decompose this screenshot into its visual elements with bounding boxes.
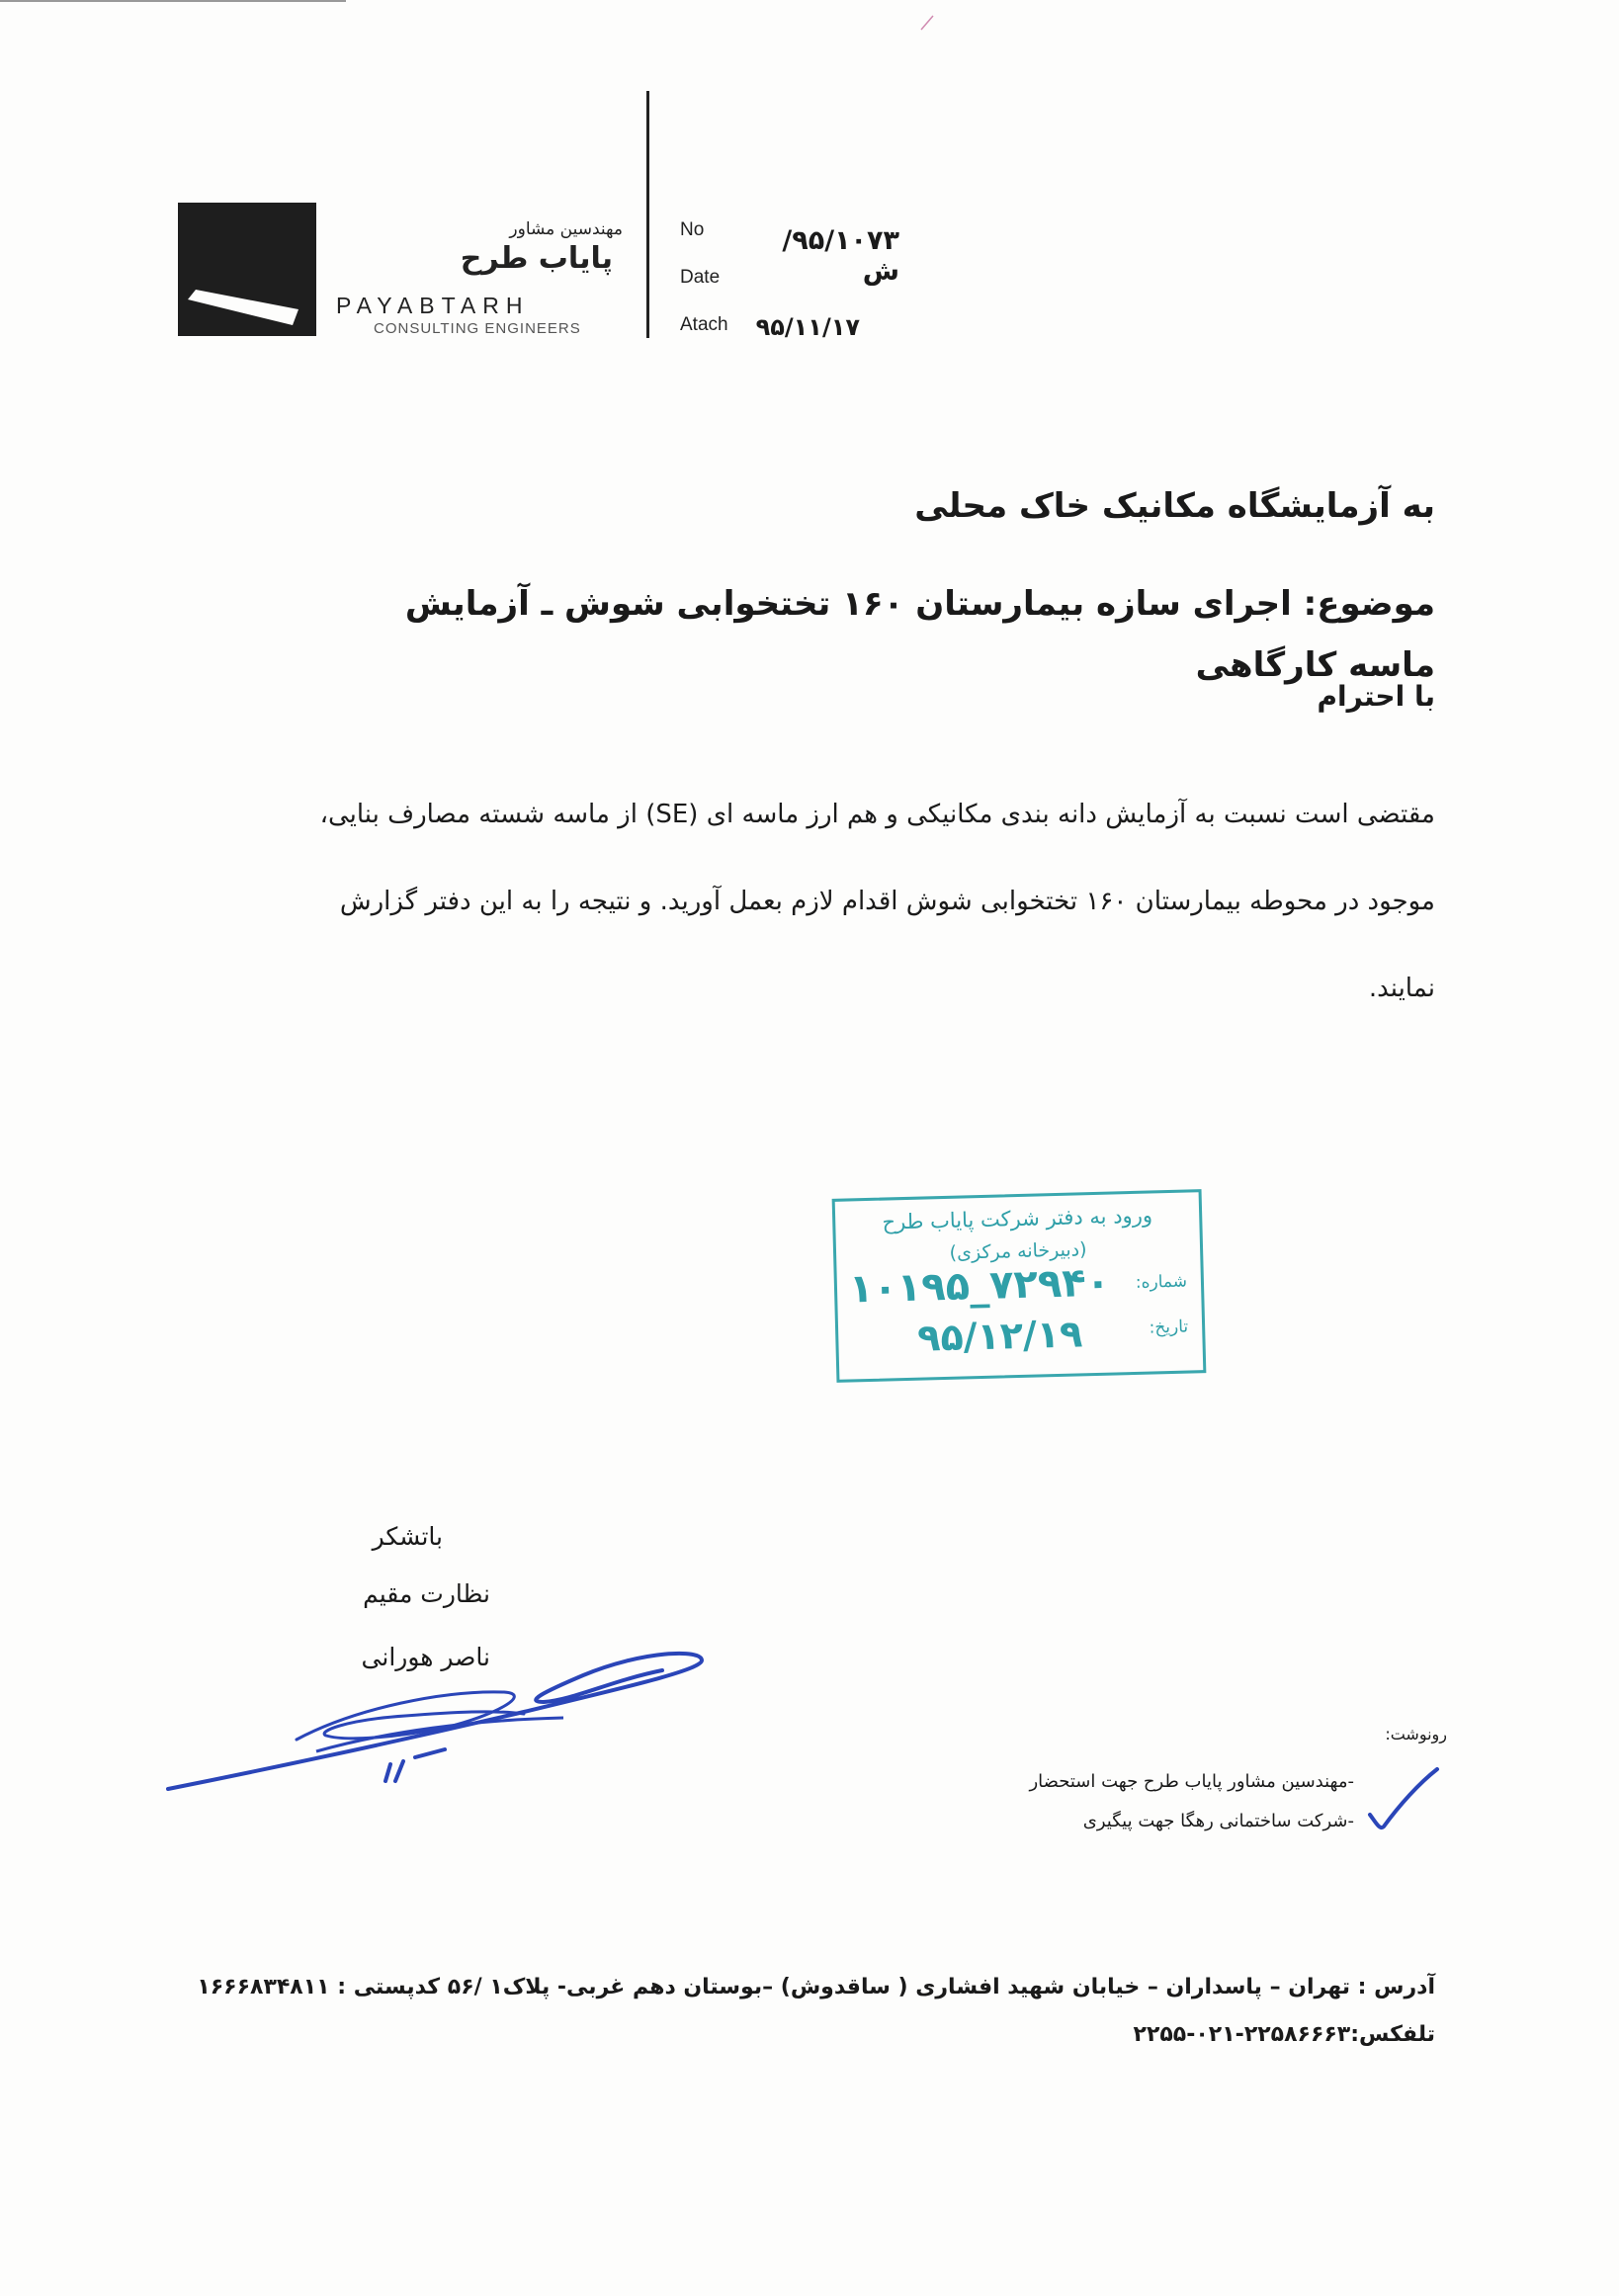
stamp-number-label: شماره: (1135, 1271, 1188, 1293)
logo-english-subtitle: CONSULTING ENGINEERS (374, 320, 581, 337)
recipient: به آزمایشگاه مکانیک خاک محلی (914, 486, 1435, 526)
scan-edge-line (0, 0, 346, 2)
logo-mark (178, 203, 316, 336)
stamp-subtitle: (دبیرخانه مرکزی) (949, 1238, 1087, 1264)
salutation: با احترام (1317, 680, 1435, 713)
cc-item: -شرکت ساختمانی رهگا جهت پیگیری (1082, 1811, 1354, 1831)
closing-thanks: باتشکر (372, 1522, 443, 1551)
letter-number: ۹۵/۱۰۷۳/ش (782, 225, 899, 287)
attachment-label: Atach (680, 314, 728, 335)
cc-item: -مهندسین مشاور پایاب طرح جهت استحضار (1029, 1771, 1354, 1792)
stamp-title: ورود به دفتر شرکت پایاب طرح (882, 1203, 1153, 1234)
logo-english-name: PAYABTARH (336, 293, 530, 318)
date-label: Date (680, 267, 721, 288)
logo-wedge-icon (178, 203, 316, 336)
footer-address: آدرس : تهران – پاسداران – خیابان شهید افشاری ( ساقدوش) –بوستان دهم غربی- پلاک۱ /۵۶ کدپستی : ۱۶۶۶۸۳۴۸۱۱ (197, 1975, 1435, 1999)
stamp-date-value: ۹۵/۱۲/۱۹ (916, 1312, 1083, 1360)
subject: موضوع: اجرای سازه بیمارستان ۱۶۰ تختخوابی شوش ـ آزمایش ماسه کارگاهی (404, 584, 1435, 685)
signer-name: ناصر هورانی (361, 1643, 490, 1671)
signer-role: نظارت مقیم (363, 1579, 490, 1608)
letter-body: مقتضی است نسبت به آزمایش دانه بندی مکانیکی و هم ارز ماسه ای (SE) از ماسه شسته مصارف بنایی، موجود در محوطه بیمارستان ۱۶۰ تختخوابی شوش اقدام لازم بعمل آورید. و نتیجه را به این دفتر گزارش نمایند. (319, 800, 1435, 1003)
header-divider (646, 91, 649, 338)
receipt-stamp (832, 1189, 1207, 1383)
logo-persian-subtitle: مهندسین مشاور (509, 219, 623, 239)
cc-label: رونوشت: (1385, 1725, 1447, 1743)
letter-date: ۹۵/۱۱/۱۷ (755, 313, 860, 341)
number-label: No (680, 219, 705, 240)
handwritten-signature (148, 1621, 731, 1799)
check-mark-icon (1364, 1765, 1443, 1834)
stamp-date-label: تاریخ: (1149, 1317, 1189, 1338)
logo-persian-name: پایاب طرح (460, 241, 613, 276)
stamp-number-value: ۱۰۱۹۵_۷۲۹۴۰ (848, 1259, 1111, 1313)
footer-phone: تلفکس:۲۲۵۸۶۶۶۳-۰۲۱-۲۲۵۵ (1133, 2022, 1435, 2047)
pen-mark (919, 14, 935, 32)
